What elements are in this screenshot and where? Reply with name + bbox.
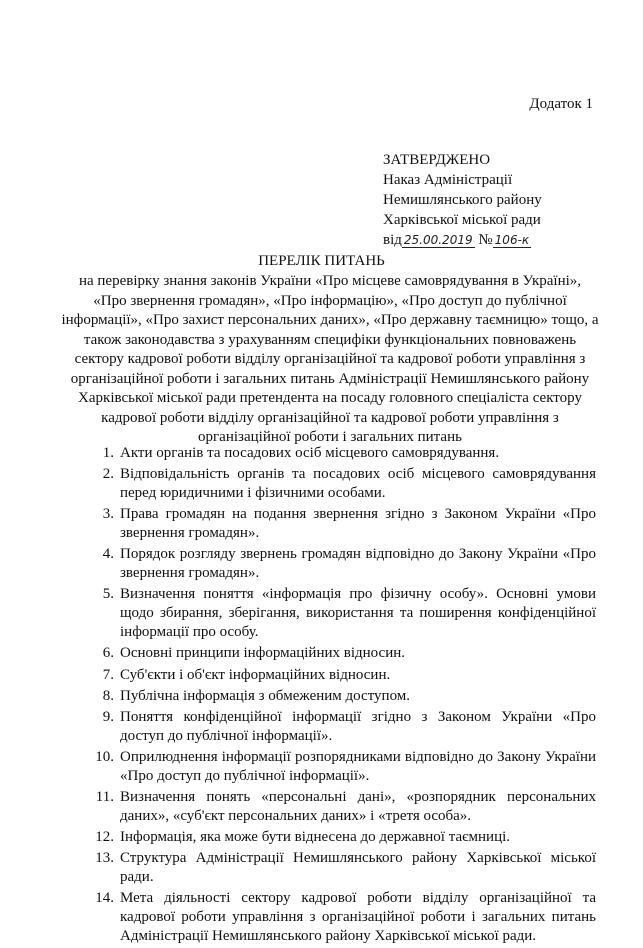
approval-line-1: Наказ Адміністрації <box>383 172 513 188</box>
list-item <box>82 708 596 746</box>
subtitle-line: організаційної роботи і загальних питань Адміністрації Немишлянського району <box>70 370 590 387</box>
number-prefix: № <box>478 232 493 248</box>
subtitle-line: також законодавства з урахуванням специфіки функціональних повноважень <box>83 331 577 348</box>
list-item <box>82 889 596 946</box>
item-text: Поняття конфіденційної інформації згідно з Законом України «Про доступ до публічної інформації». <box>120 708 596 744</box>
item-text: Оприлюднення інформації розпорядниками відповідно до Закону України «Про доступ до публічної інформації». <box>120 748 596 784</box>
subtitle-line: інформації», «Про захист персональних даних», «Про державну таємницю» тощо, а <box>61 312 599 328</box>
approval-line-3: Харківської міської ради <box>383 212 541 228</box>
subtitle-line: на перевірку знання законів України «Про місцеве самоврядування в Україні», <box>78 273 582 289</box>
list-item <box>82 666 596 685</box>
list-item <box>82 505 596 543</box>
list-item <box>82 828 596 847</box>
list-item <box>82 849 596 887</box>
item-text: Публічна інформація з обмеженим доступом. <box>120 687 411 704</box>
item-number: 13. <box>95 850 114 867</box>
date-prefix: від <box>383 232 402 248</box>
item-text: Порядок розгляду звернень громадян відповідно до Закону України «Про звернення громадян». <box>120 546 596 582</box>
item-number: 5. <box>102 586 114 603</box>
item-number: 14. <box>95 890 114 907</box>
item-text: Основні принципи інформаційних відносин. <box>120 645 405 662</box>
item-text: Структура Адміністрації Немишлянського району Харківської міської ради. <box>120 850 596 886</box>
list-item <box>82 585 596 642</box>
document-subtitle <box>60 272 600 448</box>
item-number: 3. <box>102 506 114 523</box>
item-text: Мета діяльності сектору кадрової роботи відділу організаційної та кадрової роботи управління з організаційної роботи і загальних питань Адміністрації Немишлянського району Харківської міської ради. <box>120 890 596 945</box>
subtitle-line: Харківської міської ради претендента на посаду головного спеціаліста сектору <box>78 390 582 406</box>
item-number: 6. <box>102 645 114 662</box>
list-item <box>82 545 596 583</box>
subtitle-line: сектору кадрової роботи відділу організаційної та кадрової роботи управління з <box>74 351 586 367</box>
annex-label: Додаток 1 <box>529 96 593 112</box>
item-text: Інформація, яка може бути віднесена до державної таємниці. <box>120 829 511 846</box>
item-text: Акти органів та посадових осіб місцевого самоврядування. <box>120 445 500 461</box>
item-text: Визначення понять «персональні дані», «розпорядник персональних даних», «суб'єкт персональних даних» і «третя особа». <box>120 788 596 824</box>
list-item <box>82 444 596 463</box>
subtitle-line: організаційної роботи і загальних питань <box>198 429 462 445</box>
list-item <box>82 644 596 663</box>
item-text: Відповідальність органів та посадових осіб місцевого самоврядування перед юридичними і фізичними особами. <box>120 466 596 502</box>
subtitle-line: «Про звернення громадян», «Про інформацію», «Про доступ до публічної <box>93 292 567 309</box>
approval-block <box>383 150 542 250</box>
item-number: 12. <box>95 829 114 846</box>
item-number: 8. <box>102 687 114 704</box>
item-number: 4. <box>102 546 114 563</box>
item-text: Права громадян на подання звернення згідно з Законом України «Про звернення громадян». <box>120 506 596 542</box>
handwritten-number: 106-к <box>494 233 530 247</box>
item-number: 10. <box>95 748 114 765</box>
item-number: 7. <box>102 666 114 683</box>
approval-line-2: Немишлянського району <box>383 192 542 208</box>
list-item <box>82 748 596 786</box>
item-number: 11. <box>95 788 114 805</box>
list-item <box>82 687 596 706</box>
handwritten-date: 25.00.2019 <box>403 233 473 247</box>
list-item <box>82 465 596 503</box>
item-text: Суб'єкти і об'єкт інформаційних відносин. <box>120 666 391 683</box>
item-number: 2. <box>102 466 114 483</box>
item-number: 9. <box>102 708 114 725</box>
subtitle-line: кадрової роботи відділу організаційної та кадрової роботи управління з <box>101 409 559 426</box>
document-title: ПЕРЕЛІК ПИТАНЬ <box>258 253 385 269</box>
approval-date-number-line <box>383 230 542 250</box>
list-item <box>82 788 596 826</box>
item-number: 1. <box>102 445 114 461</box>
item-text: Визначення поняття «інформація про фізичну особу». Основні умови щодо збирання, зберігання, використання та поширення конфіденційної інформації про особу. <box>120 586 596 641</box>
approval-stamp-text: ЗАТВЕРДЖЕНО <box>383 152 491 168</box>
questions-list <box>82 444 596 948</box>
